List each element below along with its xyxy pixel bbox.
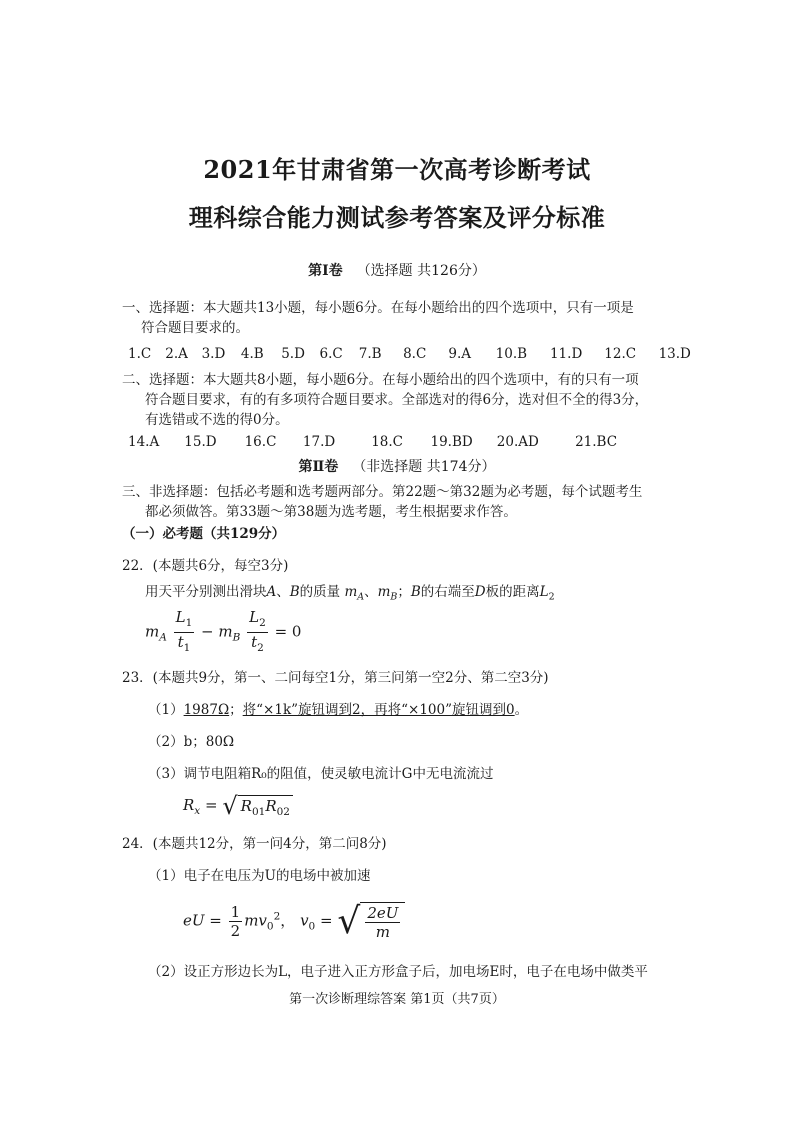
volume-1-heading bbox=[0, 260, 794, 280]
answer: 18.C bbox=[371, 434, 403, 450]
value: 1987Ω bbox=[183, 702, 230, 718]
sub: 0 bbox=[266, 920, 274, 933]
denominator: m bbox=[375, 923, 390, 941]
sub: 2 bbox=[257, 642, 264, 654]
var: m bbox=[377, 584, 391, 600]
operator: = 0 bbox=[274, 622, 302, 641]
value: 将“×1k”旋钮调到2，再将“×100”旋钮调到0 bbox=[242, 702, 515, 718]
doc-title-2: 理科综合能力测试参考答案及评分标准 bbox=[188, 203, 606, 232]
text: 、 bbox=[276, 584, 290, 600]
answer: 6.C bbox=[319, 346, 343, 362]
fraction bbox=[174, 608, 195, 657]
answer: 20.AD bbox=[496, 434, 539, 450]
expr: eU = bbox=[183, 911, 222, 930]
q24-answer-2: （2）设正方形边长为L，电子进入正方形盒子后，加电场E时，电子在电场中做类平 bbox=[148, 964, 648, 980]
sub: 1 bbox=[183, 642, 191, 654]
sub: A bbox=[159, 631, 167, 644]
q24-answer-1: （1）电子在电压为U的电场中被加速 bbox=[148, 868, 371, 884]
volume-2-label: 第Ⅱ卷 bbox=[298, 459, 339, 475]
sub: x bbox=[194, 805, 201, 817]
doc-title-1: 2021年甘肃省第一次高考诊断考试 bbox=[203, 155, 591, 184]
answer: 13.D bbox=[658, 346, 691, 362]
var: L bbox=[175, 608, 186, 626]
var: R bbox=[265, 796, 277, 815]
var: L bbox=[249, 608, 260, 626]
var: A bbox=[266, 584, 277, 600]
q24-formula bbox=[183, 902, 405, 941]
section-3-line-2: 都必须做答。第33题～第38题为选考题，考生根据要求作答。 bbox=[145, 504, 517, 520]
sub: 2 bbox=[259, 617, 266, 629]
text: 板的距离 bbox=[485, 584, 540, 600]
var: B bbox=[410, 584, 421, 600]
q24-heading: 24．(本题共12分，第一问4分，第二问8分) bbox=[122, 836, 387, 852]
answer: 1.C bbox=[128, 346, 152, 362]
sub: 1 bbox=[185, 617, 193, 629]
answer: 21.BC bbox=[575, 434, 618, 450]
var: L bbox=[539, 584, 549, 600]
operator: = bbox=[320, 911, 333, 930]
answer: 11.D bbox=[549, 346, 583, 362]
answer: 7.B bbox=[358, 346, 382, 362]
q22-heading: 22．(本题共6分，每空3分) bbox=[122, 558, 289, 574]
var: v bbox=[300, 911, 309, 930]
operator: − bbox=[201, 622, 214, 641]
var: R bbox=[240, 796, 252, 815]
text: ； bbox=[397, 584, 411, 600]
fraction bbox=[247, 608, 268, 657]
section-1-answers bbox=[128, 344, 691, 365]
answer: 10.B bbox=[495, 346, 528, 362]
sub: 0 bbox=[308, 920, 316, 933]
sub: 01 bbox=[251, 805, 266, 818]
required-questions-heading: （一）必考题（共129分） bbox=[122, 526, 286, 542]
var: D bbox=[474, 584, 486, 600]
text: 的右端至 bbox=[420, 584, 475, 600]
volume-1-label: 第Ⅰ卷 bbox=[308, 263, 343, 279]
label: （1） bbox=[148, 702, 184, 718]
q22-answer-text bbox=[145, 582, 555, 608]
volume-2-desc: （非选择题 共174分） bbox=[352, 459, 496, 475]
q23-answer-2: （2）b；80Ω bbox=[148, 734, 235, 750]
q23-heading: 23．(本题共9分，第一、二问每空1分，第三问第一空2分、第二空3分) bbox=[122, 670, 549, 686]
q23-answer-1 bbox=[148, 700, 528, 721]
section-1-line-1: 一、选择题：本大题共13小题，每小题6分。在每小题给出的四个选项中，只有一项是 bbox=[122, 300, 634, 316]
sup: 2 bbox=[273, 910, 281, 923]
var: t bbox=[251, 633, 258, 651]
answer: 16.C bbox=[244, 434, 277, 450]
sub: 2 bbox=[548, 591, 555, 603]
section-1-line-2: 符合题目要求的。 bbox=[141, 320, 249, 336]
answer: 19.BD bbox=[430, 434, 473, 450]
sqrt: √ $R_{01}R_{02}$ bbox=[222, 794, 293, 818]
answer: 14.A bbox=[128, 434, 160, 450]
operator: = bbox=[205, 796, 218, 814]
numerator: 2eU bbox=[367, 904, 399, 922]
var: R bbox=[183, 796, 195, 814]
answer: 15.D bbox=[184, 434, 217, 450]
answer: 12.C bbox=[604, 346, 637, 362]
fraction bbox=[229, 903, 243, 940]
text: ， bbox=[280, 911, 296, 930]
sqrt: √ $\frac{2eU}{m}$ bbox=[337, 902, 405, 941]
answer: 17.D bbox=[302, 434, 336, 450]
volume-1-desc: （选择题 共126分） bbox=[356, 263, 486, 279]
text: 、 bbox=[364, 584, 378, 600]
fraction bbox=[365, 904, 400, 941]
section-2-line-3: 有选错或不选的得0分。 bbox=[145, 412, 289, 428]
answer: 5.D bbox=[281, 346, 305, 362]
var: mv bbox=[244, 911, 267, 930]
answer: 9.A bbox=[448, 346, 472, 362]
numerator: 1 bbox=[230, 903, 241, 921]
section-2-line-1: 二、选择题：本大题共8小题，每小题6分。在每小题给出的四个选项中，有的只有一项 bbox=[122, 372, 639, 388]
sub: B bbox=[232, 631, 241, 644]
text: 。 bbox=[514, 702, 529, 718]
var: m bbox=[145, 622, 160, 641]
section-2-answers bbox=[128, 432, 617, 453]
section-2-line-2: 符合题目要求，有的有多项符合题目要求。全部选对的得6分，选对但不全的得3分， bbox=[145, 392, 649, 408]
sub: 02 bbox=[276, 805, 290, 818]
section-3-line-1: 三、非选择题：包括必考题和选考题两部分。第22题～第32题为必考题，每个试题考生 bbox=[122, 484, 643, 500]
answer: 4.B bbox=[240, 346, 264, 362]
page-footer: 第一次诊断理综答案 第1页（共7页） bbox=[289, 992, 505, 1007]
text: ； bbox=[229, 702, 243, 718]
answer: 2.A bbox=[165, 346, 188, 362]
denominator: 2 bbox=[230, 922, 241, 940]
q22-formula bbox=[145, 608, 301, 657]
answer: 3.D bbox=[201, 346, 226, 362]
var: B bbox=[289, 584, 300, 600]
sub: B bbox=[390, 591, 398, 603]
var: m bbox=[344, 584, 358, 600]
q23-formula bbox=[183, 794, 293, 818]
text: 的质量 bbox=[299, 584, 341, 600]
var: m bbox=[218, 622, 233, 641]
sub: A bbox=[357, 591, 365, 603]
q23-answer-3: （3）调节电阻箱R₀的阻值，使灵敏电流计G中无电流流过 bbox=[148, 766, 494, 782]
text: 用天平分别测出滑块 bbox=[145, 584, 267, 600]
volume-2-heading bbox=[0, 456, 794, 476]
var: t bbox=[177, 633, 184, 651]
answer: 8.C bbox=[403, 346, 427, 362]
